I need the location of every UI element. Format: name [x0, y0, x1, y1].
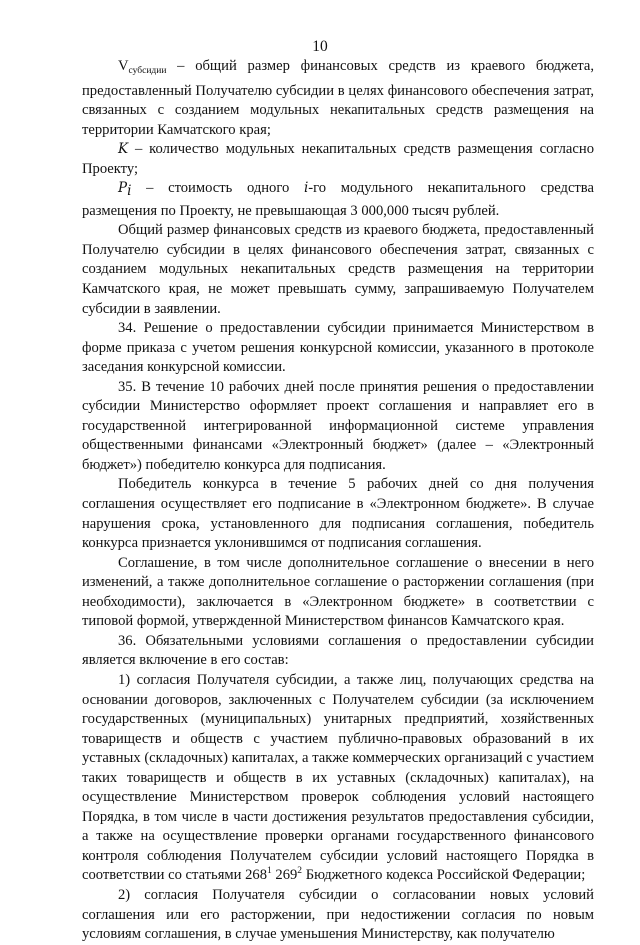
variable-p-subscript: i — [127, 183, 132, 200]
paragraph-35: 35. В течение 10 рабочих дней после принятия решения о предоставлении субсидии Министерство оформляет проект соглашения и направляет его в государственной интегрированной информационной системе управления общественными финансами «Электронный бюджет» (далее – «Электронный бюджет») победителю конкурса для подписания. — [82, 378, 594, 473]
paragraph-36: 36. Обязательными условиями соглашения о предоставлении субсидии является включение в его состав: — [82, 632, 594, 669]
paragraph-text: – количество модульных некапитальных средств размещения согласно Проекту; — [82, 141, 594, 177]
page-number: 10 — [312, 38, 328, 55]
paragraph-text: – стоимость одного — [131, 180, 304, 197]
paragraph-text: -го модульного некапитального средства размещения по Проекту, не превышающая 3 000,000 тысяч рублей. — [82, 180, 594, 219]
paragraph-pi-definition — [82, 179, 594, 221]
paragraph-34: 34. Решение о предоставлении субсидии принимается Министерством в форме приказа с учетом решения конкурсной комиссии, указанного в протоколе заседания конкурсной комиссии. — [82, 320, 594, 376]
paragraph-text: 1) согласия Получателя субсидии, а также лиц, получающих средства на основании договоров, заключенных с Получателем субсидии (за исключением государственных (муниципальных) унитарных предприятий, хозяйственных товариществ и обществ с участием публично-правовых образований в их уставных (складочных) капиталах, а также коммерческих организаций с участием таких товариществ и обществ в их уставных (складочных) капиталах), на осуществление Министерством проверок соблюдения условий настоящего Порядка, в том числе в части достижения результатов предоставления субсидии, а также на осуществление проверки органами государственного финансового контроля соблюдения Получателем субсидии условий настоящего Порядка в соответствии со статьями 268 — [82, 671, 594, 884]
paragraph-text: – общий размер финансовых средств из краевого бюджета, предоставленный Получателю субсидии в целях финансового обеспечения затрат, связанных с созданием модульных некапитальных средств размещения на территории Камчатского края; — [82, 58, 594, 138]
variable-v-subscript: субсидии — [128, 66, 167, 76]
paragraph-36-item-1 — [82, 671, 594, 886]
paragraph-text: Бюджетного кодекса Российской Федерации; — [302, 867, 586, 884]
variable-v: V — [118, 58, 129, 74]
superscript: 2 — [297, 866, 303, 877]
paragraph-text: 269 — [271, 867, 298, 884]
paragraph-v-subsidy-definition — [82, 57, 594, 140]
superscript: 1 — [267, 866, 272, 877]
paragraph-36-item-2: 2) согласия Получателя субсидии о согласовании новых условий соглашения или его расторжении, при недостижении согласия по новым условиям соглашения, в случае уменьшения Министерству, как получателю — [82, 886, 594, 943]
paragraph-winner-signing: Победитель конкурса в течение 5 рабочих дней со дня получения соглашения осуществляет его подписание в «Электронном бюджете». В случае нарушения срока, установленного для подписания соглашения, победитель конкурса признается уклонившимся от подписания соглашения. — [82, 476, 594, 552]
variable-i: i — [303, 180, 309, 197]
variable-p: P — [118, 180, 128, 197]
paragraph-k-definition — [82, 140, 594, 179]
variable-k: K — [118, 141, 129, 158]
paragraph-total-subsidy: Общий размер финансовых средств из краевого бюджета, предоставленный Получателю субсидии в целях финансового обеспечения затрат, связанных с созданием модульных некапитальных средств размещения на территории Камчатского края, не может превышать сумму, запрашиваемую Получателем субсидии в заявлении. — [82, 222, 594, 317]
paragraph-agreement: Соглашение, в том числе дополнительное соглашение о внесении в него изменений, а также дополнительное соглашение о расторжении соглашения (при необходимости), заключается в «Электронном бюджете» в соответствии с типовой формой, утвержденной Министерством финансов Камчатского края. — [82, 554, 594, 630]
document-body — [82, 57, 594, 945]
